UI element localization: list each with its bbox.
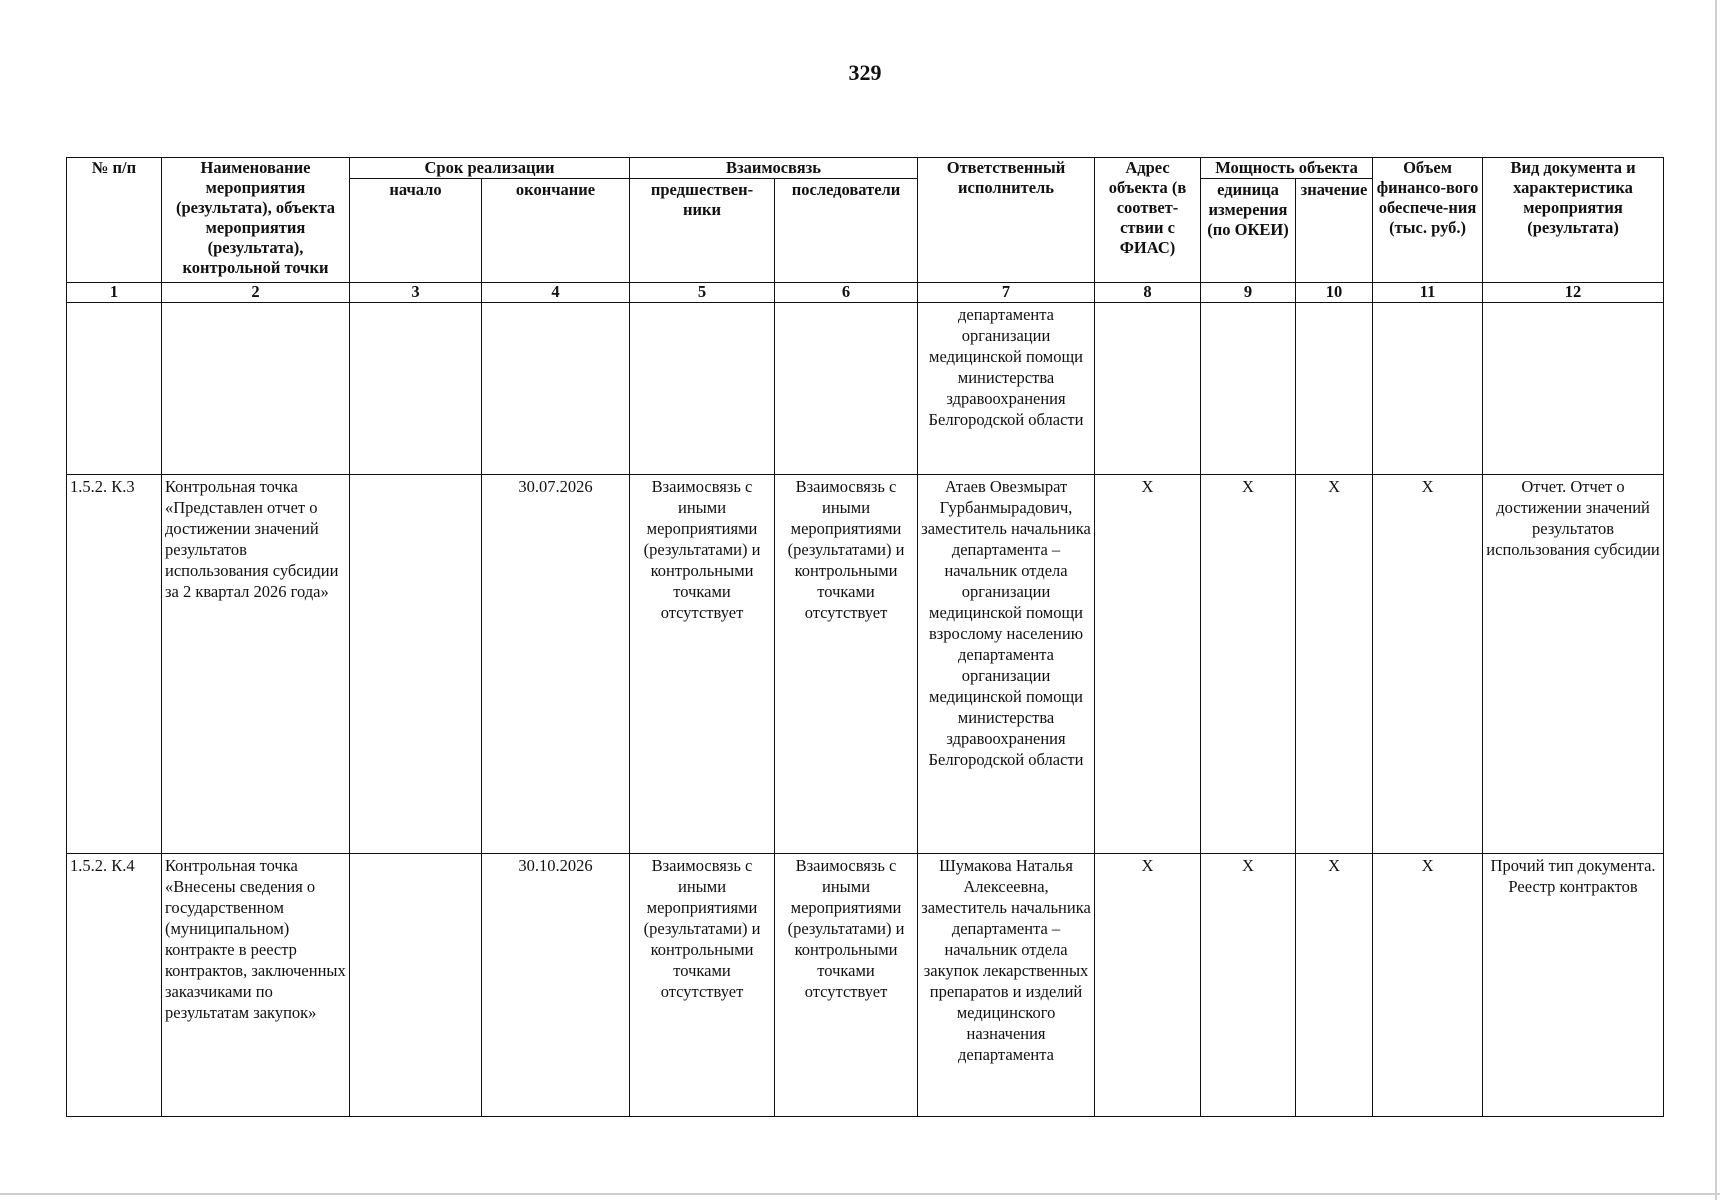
header-num: № п/п [67,158,162,283]
cell-num: 1.5.2. К.4 [67,854,162,1117]
column-number: 12 [1483,283,1664,303]
header-row [67,158,1664,179]
cell-address [1095,303,1201,475]
plan-table [66,157,1664,1117]
cell-responsible: департамента организации медицинской помощи министерства здравоохранения Белгородской области [918,303,1095,475]
column-number: 5 [630,283,775,303]
cell-finance: X [1373,475,1483,854]
header-capacity-group: Мощность объекта [1201,158,1373,179]
column-number: 8 [1095,283,1201,303]
page-number: 329 [848,60,882,85]
column-number: 4 [482,283,630,303]
cell-next [775,303,918,475]
cell-doc: Отчет. Отчет о достижении значений результатов использования субсидии [1483,475,1664,854]
column-number: 7 [918,283,1095,303]
cell-num: 1.5.2. К.3 [67,475,162,854]
table-row [67,475,1664,854]
column-number: 1 [67,283,162,303]
cell-doc [1483,303,1664,475]
cell-finance: X [1373,854,1483,1117]
column-number: 2 [162,283,350,303]
cell-end: 30.10.2026 [482,854,630,1117]
cell-next: Взаимосвязь с иными мероприятиями (результатами) и контрольными точками отсутствует [775,854,918,1117]
column-number: 10 [1296,283,1373,303]
cell-unit: X [1201,475,1296,854]
cell-prev: Взаимосвязь с иными мероприятиями (результатами) и контрольными точками отсутствует [630,475,775,854]
scan-edge-right [1715,0,1717,1200]
cell-next: Взаимосвязь с иными мероприятиями (результатами) и контрольными точками отсутствует [775,475,918,854]
cell-unit: X [1201,854,1296,1117]
header-link-group: Взаимосвязь [630,158,918,179]
header-name: Наименование мероприятия (результата), объекта мероприятия (результата), контрольной точки [162,158,350,283]
header-capacity-unit: единица измерения (по ОКЕИ) [1201,179,1296,283]
cell-doc: Прочий тип документа. Реестр контрактов [1483,854,1664,1117]
table-row [67,854,1664,1117]
cell-num [67,303,162,475]
header-link-prev: предшествен-ники [630,179,775,283]
cell-value [1296,303,1373,475]
header-link-next: последователи [775,179,918,283]
column-number: 9 [1201,283,1296,303]
header-responsible: Ответственный исполнитель [918,158,1095,283]
header-finance: Объем финансо-вого обеспече-ния (тыс. руб.) [1373,158,1483,283]
header-doc-type: Вид документа и характеристика мероприятия (результата) [1483,158,1664,283]
column-number: 11 [1373,283,1483,303]
header-term-start: начало [350,179,482,283]
cell-name: Контрольная точка «Представлен отчет о достижении значений результатов использования субсидии за 2 квартал 2026 года» [162,475,350,854]
header-term-group: Срок реализации [350,158,630,179]
cell-value: X [1296,475,1373,854]
cell-prev [630,303,775,475]
table-row-continuation [67,303,1664,475]
header-term-end: окончание [482,179,630,283]
cell-value: X [1296,854,1373,1117]
cell-prev: Взаимосвязь с иными мероприятиями (результатами) и контрольными точками отсутствует [630,854,775,1117]
cell-responsible: Атаев Овезмырат Гурбанмырадович, заместитель начальника департамента – начальник отдела организации медицинской помощи взрослому населению департамента организации медицинской помощи министерства здравоохранения Белгородской области [918,475,1095,854]
cell-address: X [1095,854,1201,1117]
header-capacity-value: значение [1296,179,1373,283]
cell-unit [1201,303,1296,475]
cell-name: Контрольная точка «Внесены сведения о государственном (муниципальном) контракте в реестр контрактов, заключенных заказчиками по результатам закупок» [162,854,350,1117]
cell-start [350,854,482,1117]
cell-end: 30.07.2026 [482,475,630,854]
cell-responsible: Шумакова Наталья Алексеевна, заместитель начальника департамента – начальник отдела закупок лекарственных препаратов и изделий медицинского назначения департамента [918,854,1095,1117]
cell-start [350,475,482,854]
header-address: Адрес объекта (в соответ-ствии с ФИАС) [1095,158,1201,283]
column-number: 6 [775,283,918,303]
cell-address: X [1095,475,1201,854]
column-number: 3 [350,283,482,303]
cell-name [162,303,350,475]
cell-start [350,303,482,475]
scan-edge-bottom [0,1193,1720,1195]
column-number-row [67,283,1664,303]
cell-finance [1373,303,1483,475]
cell-end [482,303,630,475]
